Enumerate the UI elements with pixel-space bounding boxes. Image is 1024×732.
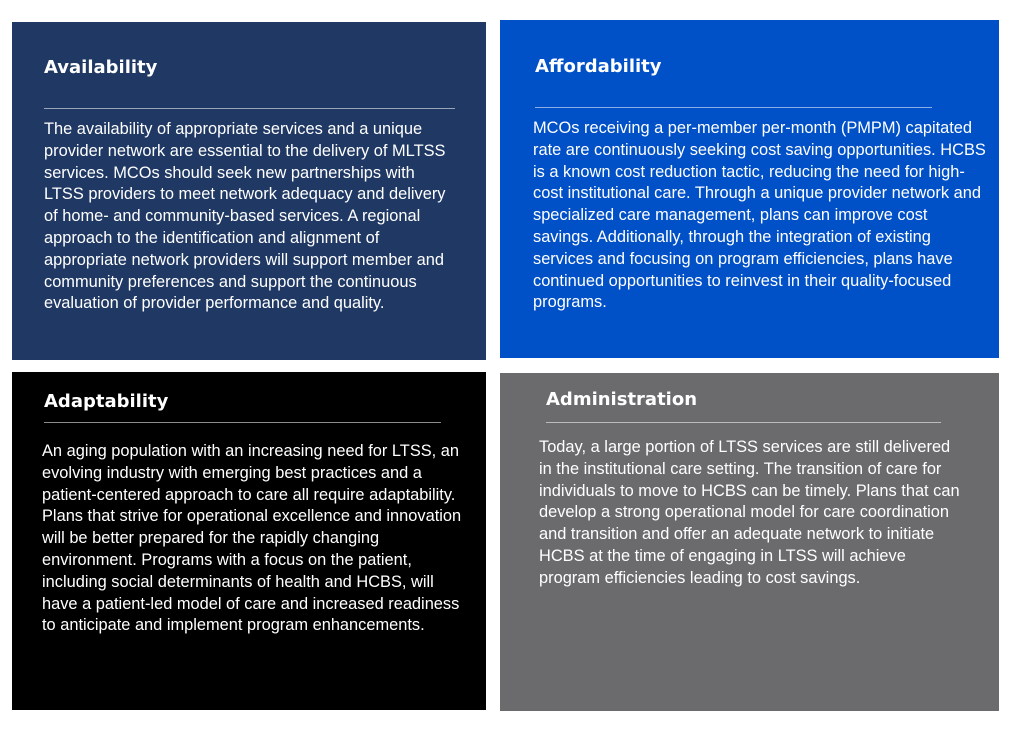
availability-title: Availability xyxy=(44,57,158,78)
availability-text: The availability of appropriate services and a unique provider network are essential to the delivery of MLTSS services. MCOs should seek new partnerships with LTSS providers to meet network adequacy and delivery of home- and community-based services. A regional approach to the identification and alignment of appropriate network providers will support member and community preferences and support the continuous evaluation of provider performance and quality. xyxy=(44,120,446,313)
adaptability-card xyxy=(12,372,486,710)
affordability-divider xyxy=(535,107,932,108)
administration-card xyxy=(500,373,999,711)
adaptability-divider xyxy=(44,422,441,423)
administration-text: Today, a large portion of LTSS services are still delivered in the institutional care setting. The transition of care for individuals to move to HCBS can be timely. Plans that can develop a strong operational model for care coordination and transition and offer an adequate network to initiate HCBS at the time of engaging in LTSS will achieve program efficiencies leading to cost savings. xyxy=(539,438,960,587)
affordability-title: Affordability xyxy=(535,56,662,77)
affordability-card xyxy=(500,20,999,358)
availability-card xyxy=(12,22,486,360)
availability-divider xyxy=(44,108,455,109)
adaptability-title: Adaptability xyxy=(44,391,169,412)
administration-divider xyxy=(546,422,941,423)
affordability-text: MCOs receiving a per-member per-month (PMPM) capitated rate are continuously seeking cost saving opportunities. HCBS is a known cost reduction tactic, reducing the need for high-cost institutional care. Through a unique provider network and specialized care management, plans can improve cost savings. Additionally, through the integration of existing services and focusing on program efficiencies, plans have continued opportunities to reinvest in their quality-focused programs. xyxy=(533,119,986,312)
adaptability-text: An aging population with an increasing need for LTSS, an evolving industry with emerging best practices and a patient-centered approach to care all require adaptability. Plans that strive for operational excellence and innovation will be better prepared for the rapidly changing environment. Programs with a focus on the patient, including social determinants of health and HCBS, will have a patient-led model of care and increased readiness to anticipate and implement program enhancements. xyxy=(42,442,462,635)
administration-title: Administration xyxy=(546,389,698,410)
